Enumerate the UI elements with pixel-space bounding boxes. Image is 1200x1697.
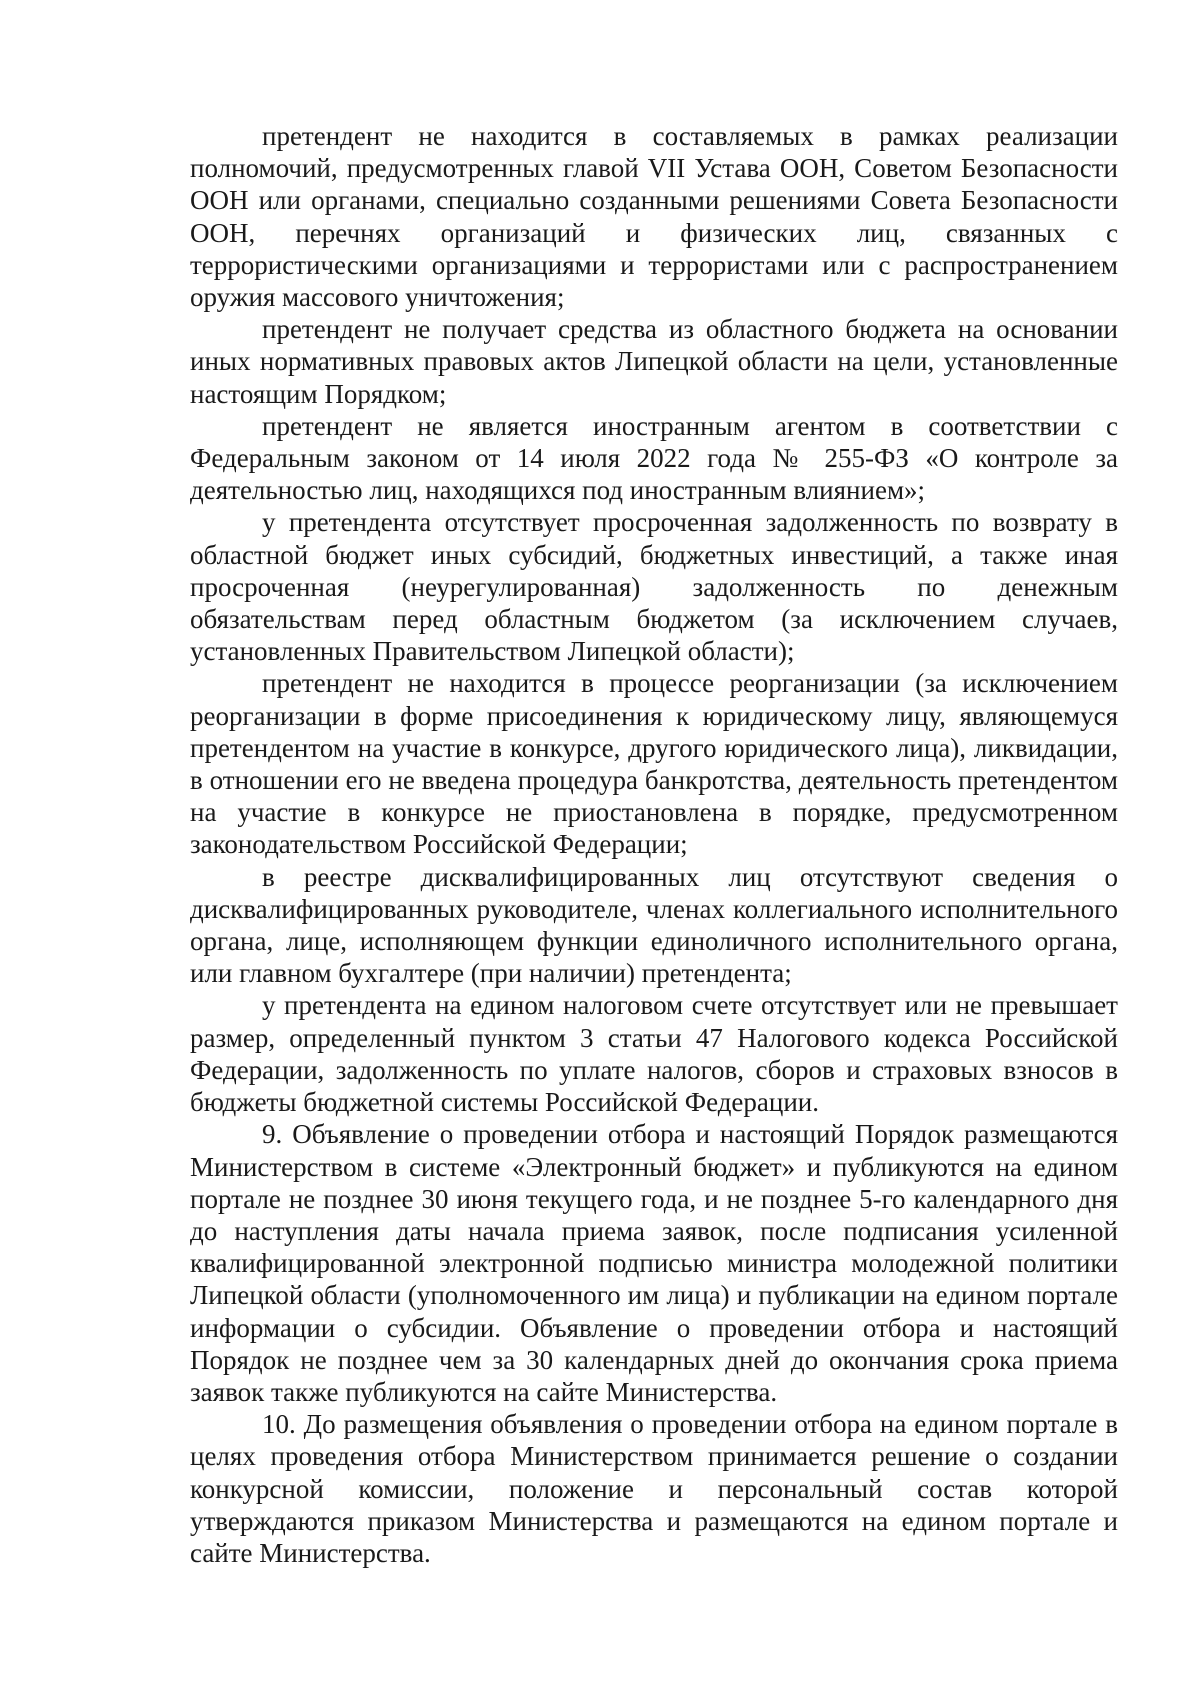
paragraph-5: претендент не находится в процессе реорганизации (за исключением реорганизации в форме присоединения к юридическому лицу, являющемуся претендентом на участие в конкурсе, другого юридического лица), ликвидации, в отношении его не введена процедура банкротства, деятельность претендентом на участие в конкурсе не приостановлена в порядке, предусмотренном законодательством Российской Федерации; [190, 668, 1118, 860]
document-text-body [190, 120, 1118, 1569]
paragraph-9: 10. До размещения объявления о проведении отбора на едином портале в целях проведения отбора Министерством принимается решение о создании конкурсной комиссии, положение и персональный состав которой утверждаются приказом Министерства и размещаются на едином портале и сайте Министерства. [190, 1409, 1118, 1568]
paragraph-3: претендент не является иностранным агентом в соответствии с Федеральным законом от 14 июля 2022 года № 255-ФЗ «О контроле за деятельностью лиц, находящихся под иностранным влиянием»; [190, 410, 1118, 506]
paragraph-7: у претендента на едином налоговом счете отсутствует или не превышает размер, определенный пунктом 3 статьи 47 Налогового кодекса Российской Федерации, задолженность по уплате налогов, сборов и страховых взносов в бюджеты бюджетной системы Российской Федерации. [190, 990, 1118, 1118]
paragraph-2: претендент не получает средства из областного бюджета на основании иных нормативных правовых актов Липецкой области на цели, установленные настоящим Порядком; [190, 314, 1118, 409]
paragraph-8: 9. Объявление о проведении отбора и настоящий Порядок размещаются Министерством в системе «Электронный бюджет» и публикуются на едином портале не позднее 30 июня текущего года, и не позднее 5-го календарного дня до наступления даты начала приема заявок, после подписания усиленной квалифицированной электронной подписью министра молодежной политики Липецкой области (уполномоченного им лица) и публикации на едином портале информации о субсидии. Объявление о проведении отбора и настоящий Порядок не позднее чем за 30 календарных дней до окончания срока приема заявок также публикуются на сайте Министерства. [190, 1119, 1118, 1407]
paragraph-4: у претендента отсутствует просроченная задолженность по возврату в областной бюджет иных субсидий, бюджетных инвестиций, а также иная просроченная (неурегулированная) задолженность по денежным обязательствам перед областным бюджетом (за исключением случаев, установленных Правительством Липецкой области); [190, 507, 1118, 667]
paragraph-6: в реестре дисквалифицированных лиц отсутствуют сведения о дисквалифицированных руководителе, членах коллегиального исполнительного органа, лице, исполняющем функции единоличного исполнительного органа, или главном бухгалтере (при наличии) претендента; [190, 861, 1118, 989]
paragraph-1: претендент не находится в составляемых в рамках реализации полномочий, предусмотренных главой VII Устава ООН, Советом Безопасности ООН или органами, специально созданными решениями Совета Безопасности ООН, перечнях организаций и физических лиц, связанных с террористическими организациями и террористами или с распространением оружия массового уничтожения; [190, 121, 1118, 313]
